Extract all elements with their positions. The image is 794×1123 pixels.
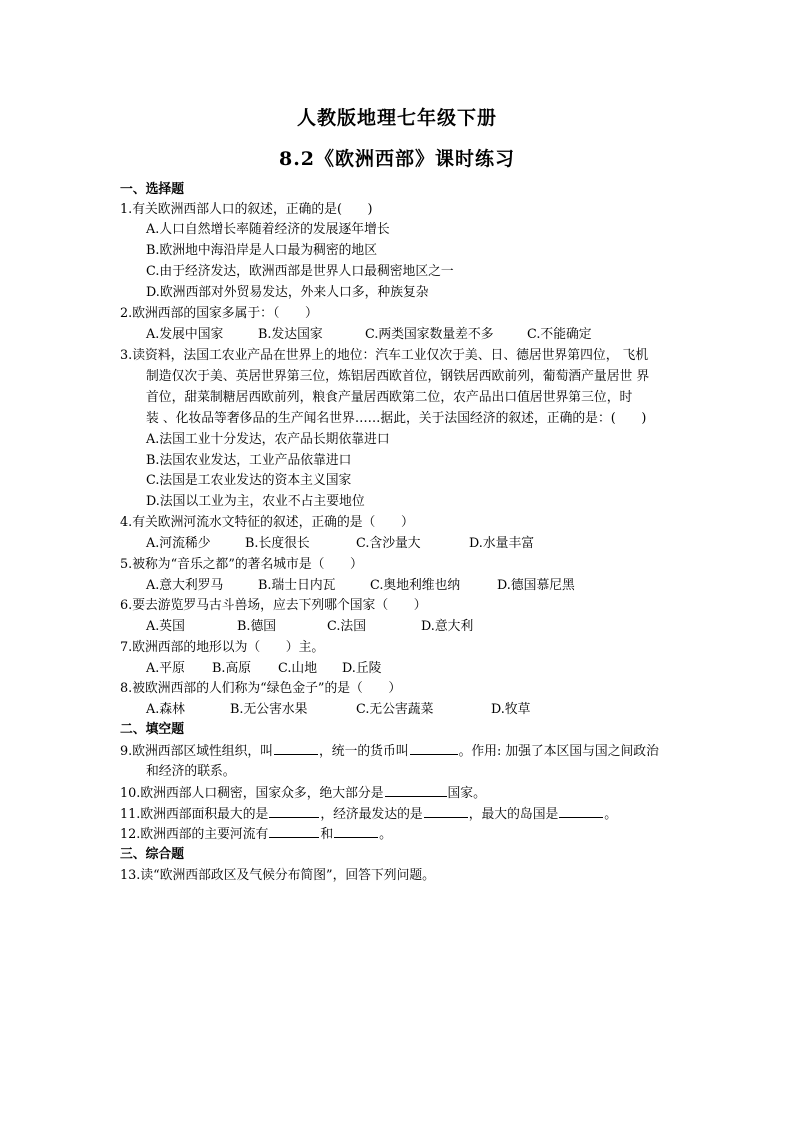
question-1-option-b: B.欧洲地中海沿岸是人口最为稠密的地区 (146, 243, 378, 258)
question-5-option-d: D.德国慕尼黑 (497, 578, 575, 593)
question-12-text-1: 12.欧洲西部的主要河流有 (120, 827, 269, 842)
question-4-option-a: A.河流稀少 (146, 536, 211, 551)
question-11-blank-developed[interactable] (424, 804, 468, 818)
question-12-blank-river-1[interactable] (269, 824, 319, 838)
question-12-text-3: 。 (379, 827, 392, 842)
question-10-text-2: 国家。 (447, 786, 486, 801)
question-11-text-3: ，最大的岛国是 (468, 807, 559, 822)
question-3-option-b: B.法国农业发达，工业产品依靠进口 (146, 453, 352, 468)
question-5-option-a: A.意大利罗马 (146, 578, 224, 593)
question-2-option-d: C.不能确定 (527, 327, 592, 342)
question-3-option-a: A.法国工业十分发达，农产品长期依靠进口 (146, 432, 390, 447)
question-9-line-2: 和经济的联系。 (146, 764, 236, 779)
question-2-option-c: C.两类国家数量差不多 (365, 327, 494, 342)
question-10-line (120, 783, 486, 804)
section-heading-fill: 二、填空题 (120, 722, 184, 737)
question-3-line-2: 制造仅次于美、英居世界第三位，炼铝居西欧首位，钢铁居西欧前列，葡萄酒产量居世 界 (146, 369, 650, 384)
question-12-blank-river-2[interactable] (334, 824, 378, 838)
question-2-option-b: B.发达国家 (258, 327, 323, 342)
question-9-text-2: ，统一的货币叫 (318, 744, 409, 759)
document-title: 人教版地理七年级下册 (296, 107, 497, 129)
question-1-option-c: C.由于经济发达，欧洲西部是世界人口最稠密地区之一 (146, 264, 454, 279)
question-2-stem: 2.欧洲西部的国家多属于：（ ） (120, 306, 318, 321)
question-6-stem: 6.要去游览罗马古斗兽场，应去下列哪个国家（ ） (120, 598, 427, 613)
question-2-option-a: A.发展中国家 (146, 327, 224, 342)
question-1-option-a: A.人口自然增长率随着经济的发展逐年增长 (146, 222, 390, 237)
question-3-line-1: 3.读资料，法国工农业产品在世界上的地位：汽车工业仅次于美、日、德居世界第四位， 飞机 (120, 348, 649, 363)
question-11-text-4: 。 (604, 807, 618, 822)
question-7-option-c: C.山地 (278, 661, 317, 676)
question-9-text-3: 。作用: 加强了本区国与国之间政治 (458, 744, 659, 759)
question-9-text-1: 9.欧洲西部区域性组织，叫 (120, 744, 273, 759)
question-5-option-b: B.瑞士日内瓦 (258, 578, 336, 593)
question-9-line-1 (120, 741, 659, 762)
question-9-blank-organization[interactable] (274, 741, 318, 755)
question-6-option-c: C.法国 (327, 619, 366, 634)
question-8-option-c: C.无公害蔬菜 (356, 702, 434, 717)
question-4-option-b: B.长度很长 (245, 536, 310, 551)
question-11-blank-island[interactable] (559, 804, 603, 818)
question-4-option-d: D.水量丰富 (469, 536, 535, 551)
question-11-text-1: 11.欧洲西部面积最大的是 (120, 807, 269, 822)
question-3-line-3: 首位，甜菜制糖居西欧前列，粮食产量居西欧第二位，农产品出口值居世界第三位，时 (146, 390, 633, 405)
question-9-blank-currency[interactable] (410, 741, 458, 755)
question-10-text-1: 10.欧洲西部人口稠密，国家众多，绝大部分是 (120, 786, 384, 801)
section-heading-choice: 一、选择题 (120, 182, 184, 197)
question-5-stem: 5.被称为“音乐之都”的著名城市是（ ） (120, 557, 363, 572)
question-10-blank[interactable] (385, 783, 447, 797)
question-13-stem: 13.读“欧洲西部政区及气候分布简图”，回答下列问题。 (120, 868, 435, 883)
question-7-option-a: A.平原 (146, 661, 185, 676)
question-11-text-2: ，经济最发达的是 (320, 807, 423, 822)
question-8-option-d: D.牧草 (491, 702, 531, 717)
question-8-option-b: B.无公害水果 (230, 702, 308, 717)
section-heading-comprehensive: 三、综合题 (120, 847, 184, 862)
question-1-stem: 1.有关欧洲西部人口的叙述，正确的是( ) (120, 202, 373, 217)
question-7-stem: 7.欧洲西部的地形以为（ ）主。 (120, 640, 325, 655)
question-6-option-a: A.英国 (146, 619, 185, 634)
question-6-option-b: B.德国 (237, 619, 277, 634)
question-5-option-c: C.奥地利维也纳 (370, 578, 461, 593)
question-11-blank-largest[interactable] (269, 804, 319, 818)
question-12-text-2: 和 (320, 827, 334, 842)
question-11-line (120, 804, 617, 825)
question-8-stem: 8.被欧洲西部的人们称为“绿色金子”的是（ ） (120, 681, 402, 696)
question-7-option-b: B.高原 (212, 661, 252, 676)
question-8-option-a: A.森林 (146, 702, 185, 717)
question-3-option-d: D.法国以工业为主，农业不占主要地位 (146, 494, 365, 509)
question-3-line-4: 装 、化妆品等奢侈品的生产闻名世界……据此，关于法国经济的叙述，正确的是：( ) (146, 411, 647, 426)
question-3-option-c: C.法国是工农业发达的资本主义国家 (146, 473, 352, 488)
document-subtitle: 8.2《欧洲西部》课时练习 (278, 148, 516, 170)
question-12-line (120, 824, 392, 845)
question-6-option-d: D.意大利 (421, 619, 474, 634)
question-4-option-c: C.含沙量大 (356, 536, 421, 551)
question-4-stem: 4.有关欧洲河流水文特征的叙述，正确的是（ ） (120, 515, 414, 530)
question-7-option-d: D.丘陵 (342, 661, 382, 676)
question-1-option-d: D.欧洲西部对外贸易发达，外来人口多，种族复杂 (146, 285, 429, 300)
